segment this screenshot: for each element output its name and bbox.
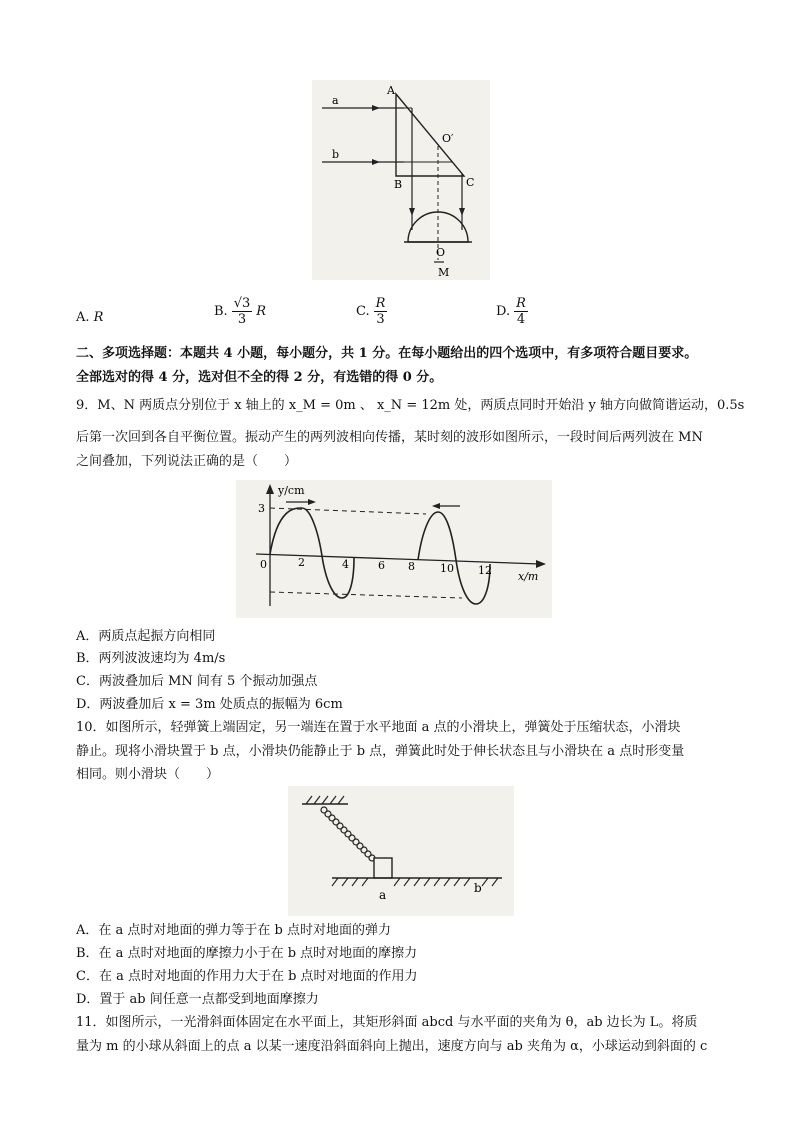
spring-diagram	[288, 786, 514, 916]
point-b-label: b	[474, 881, 482, 895]
q10-line3: 相同。则小滑块（ ）	[76, 767, 220, 782]
q9-line1: 9．M、N 两质点分别位于 x 轴上的 x_M = 0m 、 x_N = 12m 处，两质点同时开始沿 y 轴方向做简谐运动，0.5s	[76, 398, 745, 413]
optics-diagram	[312, 80, 490, 280]
figure-waves	[236, 480, 552, 618]
q10-option-c: C．在 a 点时对地面的作用力大于在 b 点时对地面的作用力	[76, 969, 418, 984]
point-a-label: a	[379, 888, 387, 902]
slider-block	[374, 858, 392, 878]
prism-triangle	[396, 94, 464, 176]
spring	[321, 807, 375, 861]
q9-line2: 后第一次回到各自平衡位置。振动产生的两列波相向传播，某时刻的波形如图所示，一段时间后两列波在 MN	[76, 430, 703, 445]
q10-line2: 静止。现将小滑块置于 b 点，小滑块仍能静止于 b 点，弹簧此时处于伸长状态且与小滑块在 a 点时形变量	[76, 744, 685, 759]
q10-option-b: B．在 a 点时对地面的摩擦力小于在 b 点时对地面的摩擦力	[76, 946, 418, 961]
q8-option-a: A. R	[76, 310, 104, 325]
x-tick-10: 10	[440, 562, 454, 575]
x-tick-2: 2	[298, 556, 305, 569]
x-tick-4: 4	[342, 558, 349, 571]
q10-option-a: A．在 a 点时对地面的弹力等于在 b 点时对地面的弹力	[76, 923, 391, 938]
section2-line2: 全部选对的得 4 分，选对但不全的得 2 分，有选错的得 0 分。	[76, 370, 443, 385]
x-tick-8: 8	[408, 560, 415, 573]
label-A: A	[387, 84, 395, 97]
label-O: O	[436, 246, 446, 259]
q8-option-d: D. $\frac{R}{4}$	[496, 296, 526, 327]
wave-right	[418, 512, 490, 604]
q8-option-c: C. $\frac{R}{3}$	[356, 296, 386, 327]
q10-line1: 10．如图所示，轻弹簧上端固定，另一端连在置于水平地面 a 点的小滑块上，弹簧处于压缩状态，小滑块	[76, 720, 681, 735]
label-C: C	[466, 176, 475, 189]
q11-line1: 11．如图所示，一光滑斜面体固定在水平面上，其矩形斜面 abcd 与水平面的夹角为 θ，ab 边长为 L。将质	[76, 1015, 698, 1030]
q11-line2: 量为 m 的小球从斜面上的点 a 以某一速度沿斜面斜向上抛出，速度方向与 ab 夹角为 α，小球运动到斜面的 c	[76, 1039, 708, 1054]
label-b: b	[332, 148, 340, 161]
q8-option-b: B. $\frac{√3}{3}$ R	[214, 296, 267, 327]
x-tick-6: 6	[378, 559, 385, 572]
q9-option-b: B．两列波波速均为 4m/s	[76, 651, 226, 666]
figure-optics	[312, 80, 490, 280]
ray-a-arrow	[372, 105, 380, 111]
amp-bottom-dashed	[270, 592, 462, 598]
y-tick-3: 3	[258, 502, 265, 515]
q9-option-c: C．两波叠加后 MN 间有 5 个振动加强点	[76, 674, 318, 689]
y-axis-label: y/cm	[278, 484, 305, 497]
x-tick-0: 0	[260, 558, 267, 571]
x-axis-label: x/m	[518, 570, 539, 583]
q10-option-d: D．置于 ab 间任意一点都受到地面摩擦力	[76, 992, 319, 1007]
wave-diagram	[236, 480, 552, 618]
q9-option-d: D．两波叠加后 x = 3m 处质点的振幅为 6cm	[76, 697, 343, 712]
label-a: a	[332, 94, 339, 107]
x-tick-12: 12	[478, 564, 492, 577]
wave-left	[270, 508, 354, 598]
q9-line3: 之间叠加，下列说法正确的是（ ）	[76, 454, 298, 469]
label-M: M	[438, 266, 450, 279]
label-B: B	[394, 178, 403, 191]
q9-option-a: A．两质点起振方向相同	[76, 629, 216, 644]
label-Op: O′	[442, 132, 454, 145]
section2-line1: 二、多项选择题：本题共 4 小题，每小题分，共 1 分。在每小题给出的四个选项中，有多项符合题目要求。	[76, 346, 698, 361]
figure-spring	[288, 786, 514, 916]
ray-b-arrow	[372, 159, 380, 165]
